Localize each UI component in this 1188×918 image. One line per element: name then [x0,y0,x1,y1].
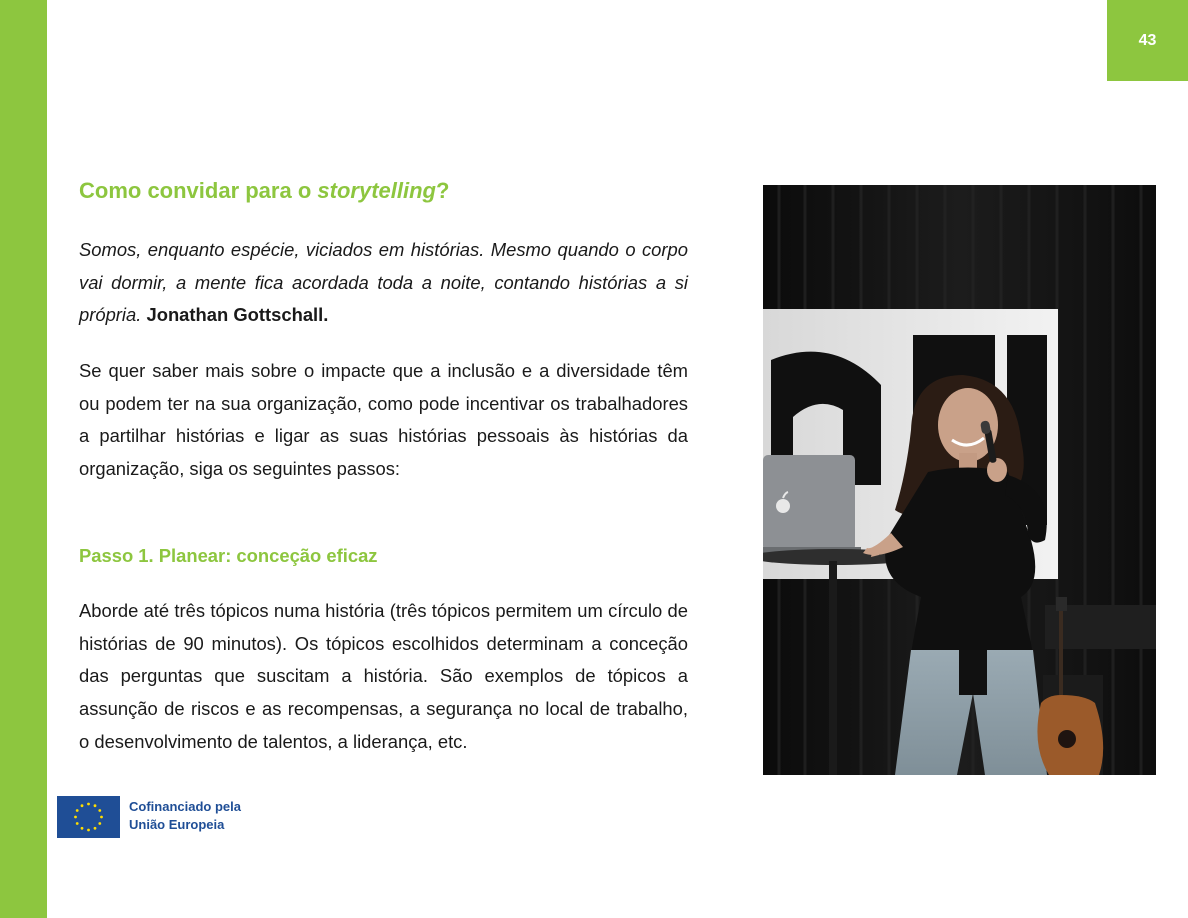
speaker-photo [763,185,1156,775]
quote-paragraph [79,234,688,332]
step1-paragraph: Aborde até três tópicos numa história (três tópicos permitem um círculo de histórias de 90 minutos). Os tópicos escolhidos determinam a conceção das perguntas que suscitam a história. São exemplos de tópicos a assunção de riscos e as recompensas, a segurança no local de trabalho, o desenvolvimento de talentos, a liderança, etc. [79,600,688,752]
section-heading [79,178,449,204]
heading-suffix: ? [435,178,450,203]
heading-emphasis: storytelling [317,178,436,203]
quote-author: Jonathan Gottschall. [146,304,329,326]
heading-prefix: Como convidar para o [79,178,318,203]
eu-label-line1: Cofinanciado pela [129,799,241,814]
side-accent-bar [0,0,47,918]
intro-paragraph: Se quer saber mais sobre o impacte que a inclusão e a diversidade têm ou podem ter na sua organização, como pode incentivar os trabalhadores a partilhar histórias e ligar as suas histórias pessoais às histórias da organização, siga os seguintes passos: [79,360,688,480]
quote-text: Somos, enquanto espécie, viciados em histórias. Mesmo quando o corpo vai dormir, a mente fica acordada toda a noite, contando histórias a si própria. [79,239,688,326]
eu-flag-icon [57,796,120,838]
step1-heading: Passo 1. Planear: conceção eficaz [79,545,378,566]
eu-funding-label [129,798,241,834]
eu-label-line2: União Europeia [129,817,225,832]
page-number: 43 [1107,0,1188,81]
